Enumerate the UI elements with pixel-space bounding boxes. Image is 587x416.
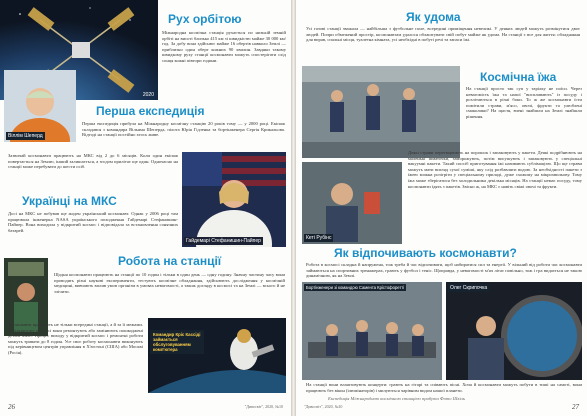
photo-astronaut-food (302, 162, 402, 244)
text-space-food-2: Деякі страви перетворюють на порошок і запаковують у пакети. Деякі подрібнюють на маленькі шматочки, заморожують, потім висушують і запаковують у спеціальні вакуумні пакети. Такий спосіб приготування їжі називають сублімацією. Що ще страви можуть мати вигляд сухої суміші, яку слід розбавляти водою. За необхідності пакети з їжею можна розігріти у спеціальному приладі, дуже схожому на мікрохвильову. Тому їжа може зберігатися без холодильника декілька місяців. На станції немає посуду, тому космонавти їдять з пакетів. Звісно ж, на МКС є навіть свіжі овочі та фрукти. (408, 150, 582, 189)
text-orbit: Міжнародна космічна станція рухається по низькій земній орбіті на висоті близько 415 км зі швидкістю майже 30 000 км/год. За добу вона здійснює майже 16 обертів навколо Землі — приблизно один оберт кожних 90 хвилин. Завдяки такому швидкому руху станції космонавти можуть спостерігати схід сонця кожні півтори години. (162, 30, 286, 63)
heading-space-food: Космічна їжа (480, 70, 557, 84)
page-number-left: 26 (8, 403, 15, 411)
heading-like-home: Як удома (406, 10, 461, 24)
photo-crew-interior (302, 66, 460, 158)
photo-credit: Експедиція Міжнародною космічною станцією прибута Фото Шкіль (328, 396, 465, 401)
caption-piper: Гайдемарі Стефанишин-Пайпер (186, 238, 261, 244)
text-rest-2: На станції вони влаштовують концерти: грають на гітарі та співають пісні. Хоча й космонавти можуть побути в тиші на самоті, вони працюють без вікон (ілюмінаторів) і милуються чарівним видом нашої планети. (306, 382, 582, 393)
text-rest: Робота в космосі складна й напружена, тож треба й час відпочивати, щоб набиратися сил та енергії. У вільний від роботи час космонавти займаються на спортивних тренажерах, грають у футбол і теніс. Щоправда, у невагомості м'яч літає повільно, тож і гра видається не такою динамічною, як на Землі. (306, 262, 582, 279)
text-ukrainians: Досі на МКС не побував ще жоден український космонавт. Однак у 2006 році там працювала інженерка NASA українського походження Гайдемарі Стефанишин-Пайпер. Вона виходила у відкритий космос і відповідала за встановлення сонячних батарей. (8, 211, 178, 233)
caption-cassidy: Командир Кріс Кассіді займається обслуговуванням комп'ютера (150, 330, 204, 354)
heading-rest: Як відпочивають космонавти? (334, 246, 517, 260)
footer-left: "Дивосвіт", 2020, №10 (244, 404, 283, 409)
heading-orbit: Рух орбітою (168, 12, 242, 26)
text-work-2: Космонавти працюють не тільки всередині станції, а й за її межами. У відкритому космосі вони ремонтують або замінюють пошкоджені деталі МКС. Процес виходу у відкритий космос і ремонтні роботи можуть тривати до 8 годин. Усе своє роботу космонавти виконують під керівництвом центрів управління в Х'юстоні (США) або Москві (Росія). (8, 322, 143, 355)
caption-rubins: Кеті Рубінс (306, 235, 332, 241)
photo-cupola-window (446, 282, 582, 380)
caption-skripochka: Олег Скрипочка (450, 285, 488, 291)
text-space-food-1: На станції просто так суп у тарілку не поїси. Через невагомість їжа та напої "виспливають" із посуду і розлітаються в різні боки. То ж же космонавти їсти помітили страви, м'ясо, овочі, фрукти та улюблені смаколики? На щастя, вчені знайшли на Землі знайшли рішення. (466, 86, 582, 119)
text-work-1: Щодня космонавти працюють на станції по 10 годин і тільки в один день — одну годину. Значну частину часу вони проводять різні наукові експерименти, тестують космічне обладнання, здійснюють дослідження у космічній медицині, вивчають вплив умов організм в умовах невагомості, а також догляду в космосі та на Землі — всього й не злічити. (54, 272, 285, 294)
photo-crew-rest (302, 282, 442, 380)
text-first-expedition-1: Перша експедиція прибула на Міжнародну космічну станцію 20 років тому — у 2000 році. Екіпаж складався з командира Вільяма Шеперда, пілота Юрія Гідзенка та бортінженера Сергія Крикальова. Відтоді на станції постійно хтось живе. (82, 121, 285, 138)
photo-year: 2020 (142, 92, 154, 98)
right-page (296, 0, 587, 416)
page-number-right: 27 (572, 403, 579, 411)
text-like-home: Усі газові станції зважала — найбільша з футбольне поле, всередині приміщення невеликі. У деяких людей можуть розмінутися двоє людей. Попри обмежений простір, космонавтам удалося облаштувати свій побут майже як удома. На станції є все для життя: обладнання для вправ, спальні місця, туалетна кімната, усі необхідні в побуті речі та запаси їжі. (306, 26, 580, 43)
photo-astronaut-shepherd (4, 70, 76, 142)
heading-work: Робота на станції (118, 254, 222, 268)
photo-astronaut-piper (182, 152, 286, 247)
heading-ukrainians: Українці на МКС (22, 194, 117, 208)
text-first-expedition-2: Зазвичай космонавти працюють на МКС від 2 до 6 місяців. Коли один екіпаж повертається на Землю, інший залишається, а згодом прилітає ще один. Одночасно на станції може перебувати до шести осіб. (8, 153, 178, 170)
caption-crew-rest: Бортінженери зі командою Самента Крістофоретті (306, 285, 405, 290)
caption-shepherd: Віллім Шеперд (8, 133, 43, 139)
left-page (0, 0, 291, 416)
photo-spacewalk (148, 318, 286, 393)
heading-first-expedition: Перша експедиція (96, 104, 205, 118)
footer-right: "Дивосвіт", 2020, №10 (304, 404, 343, 409)
